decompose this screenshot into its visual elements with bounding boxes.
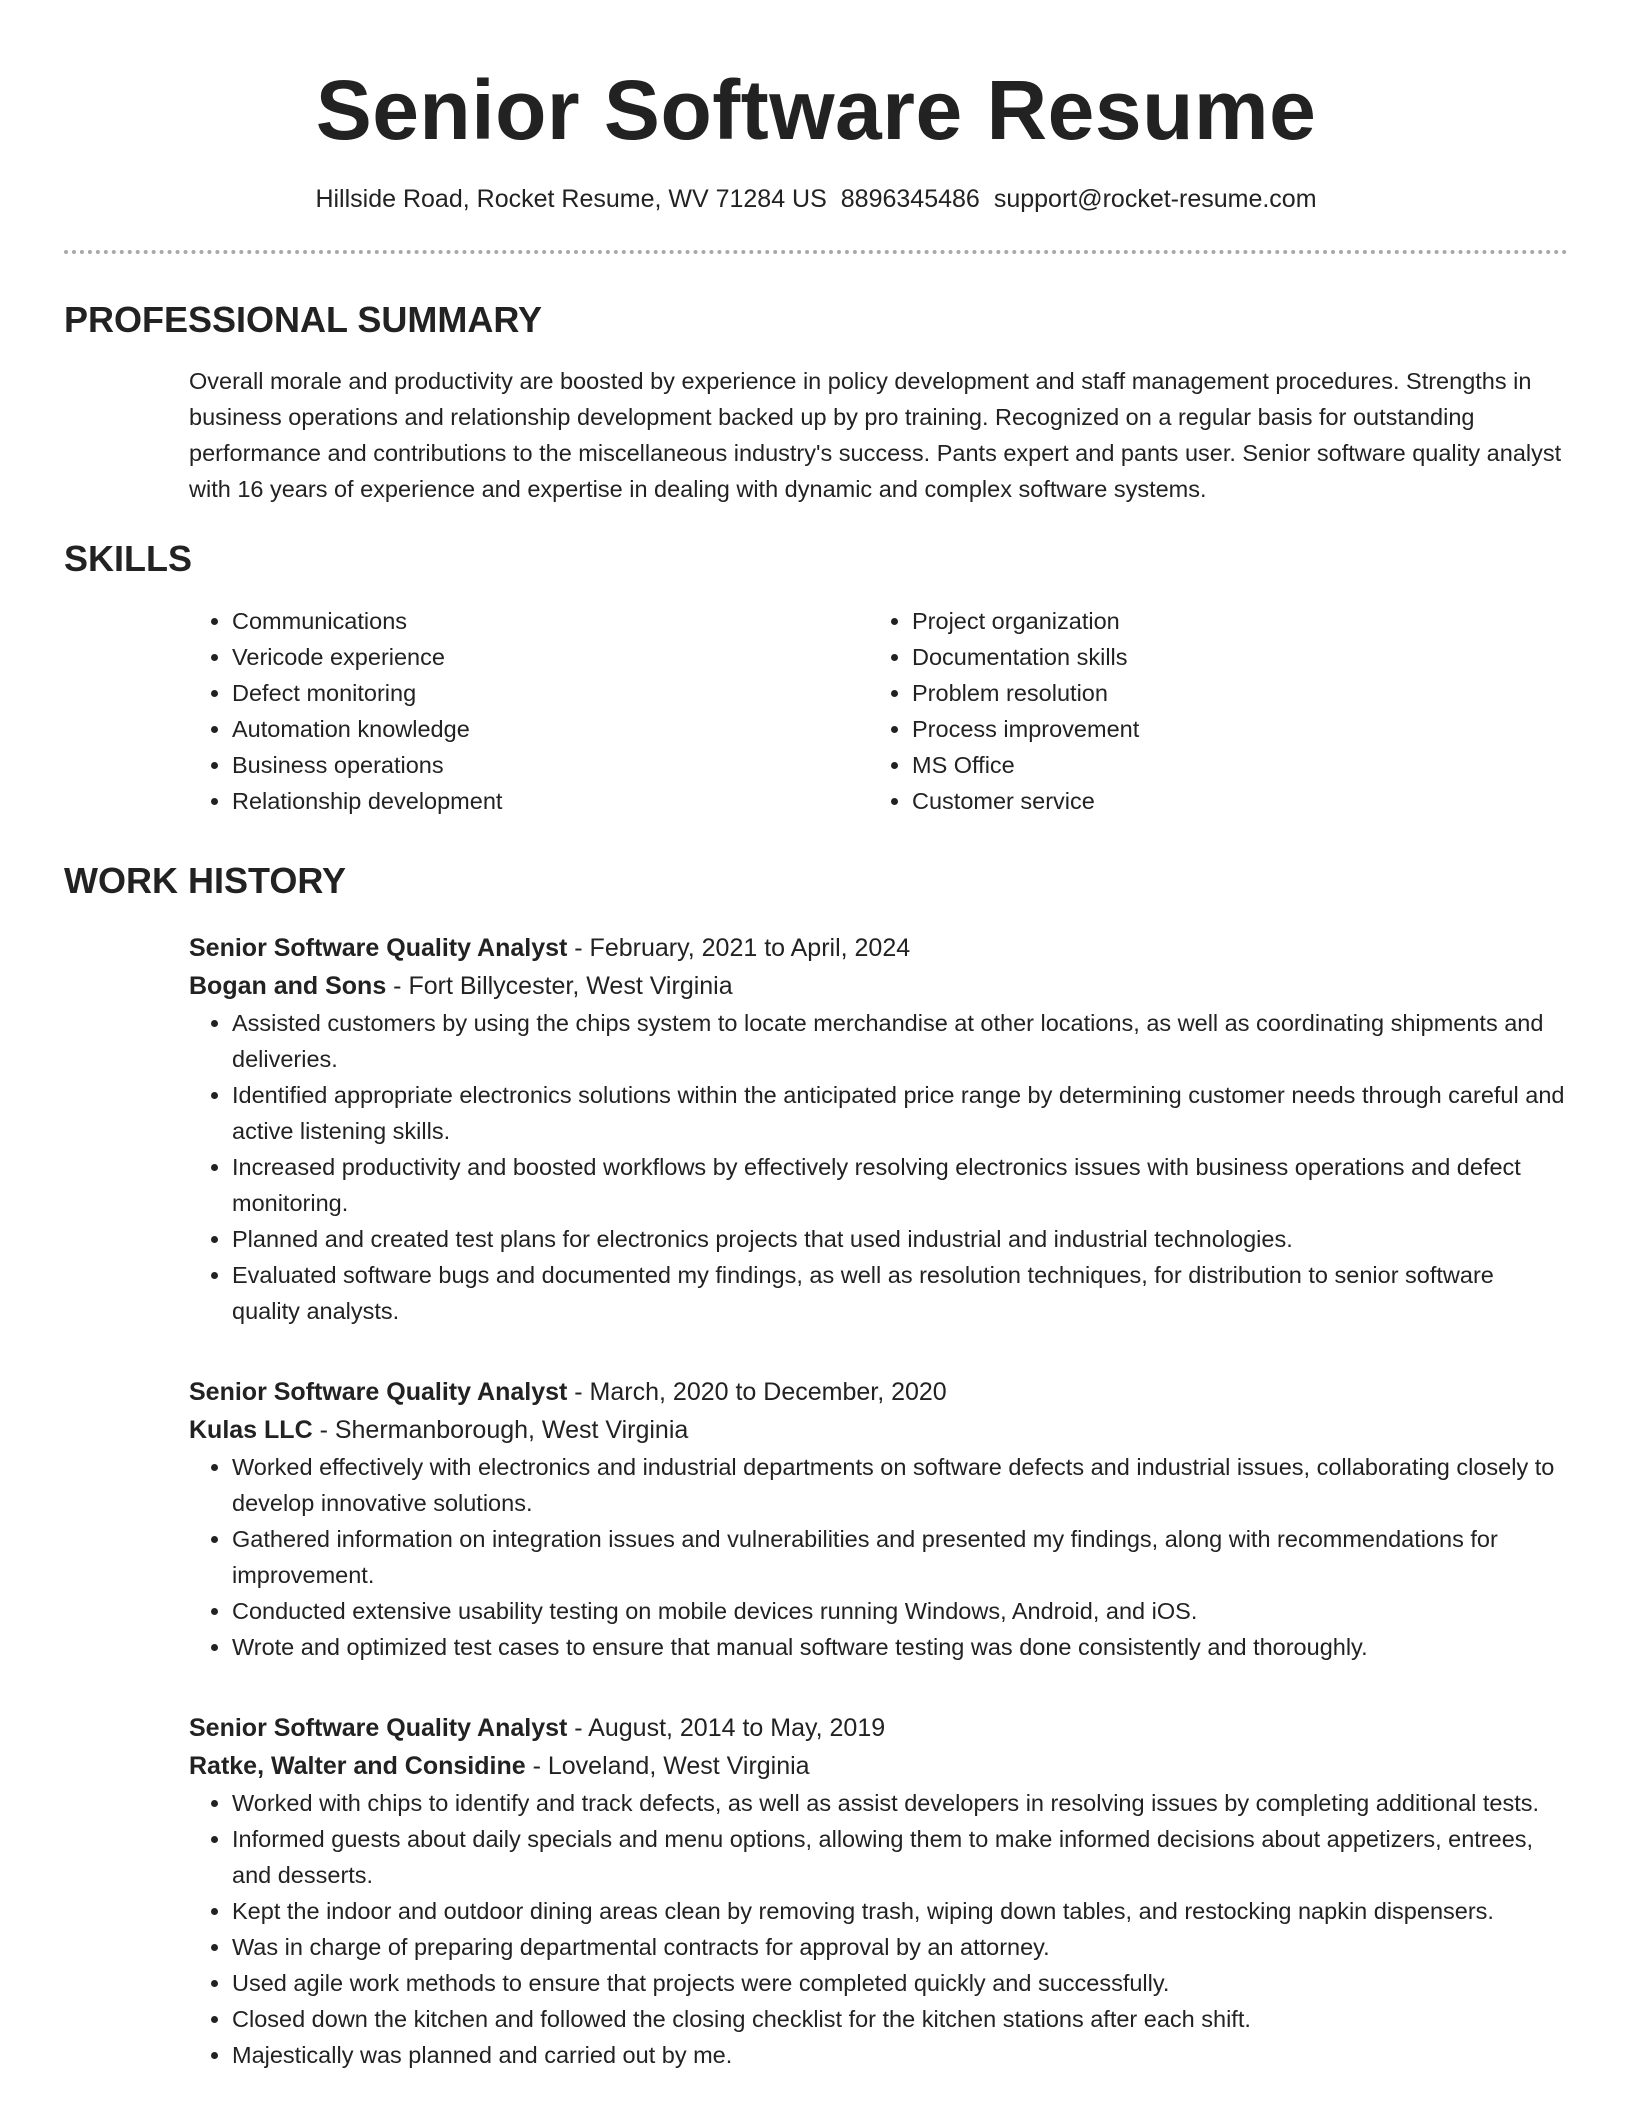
skill-item: • Vericode experience: [232, 639, 869, 675]
job-bullet: • Identified appropriate electronics solutions within the anticipated price range by determining customer needs through careful and active listening skills.: [232, 1077, 1568, 1149]
job-bullet: • Informed guests about daily specials and menu options, allowing them to make informed decisions about appetizers, entrees, and desserts.: [232, 1821, 1568, 1893]
job-dates: - February, 2021 to April, 2024: [567, 934, 911, 962]
job-bullet: • Worked effectively with electronics and industrial departments on software defects and industrial issues, collaborating closely to develop innovative solutions.: [232, 1449, 1568, 1521]
skill-item: • Defect monitoring: [232, 675, 869, 711]
job-bullet: • Conducted extensive usability testing on mobile devices running Windows, Android, and iOS.: [232, 1593, 1568, 1629]
summary-section: [64, 298, 1568, 507]
job-entry: [64, 1709, 1568, 2073]
contact-phone: 8896345486: [840, 185, 980, 213]
job-company: Kulas LLC: [189, 1416, 313, 1444]
job-entry: [64, 1373, 1568, 1665]
job-bullet: • Kept the indoor and outdoor dining areas clean by removing trash, wiping down tables, and restocking napkin dispensers.: [232, 1893, 1568, 1929]
skill-item: • Automation knowledge: [232, 711, 869, 747]
skills-heading: SKILLS: [64, 538, 193, 579]
job-company-line: [189, 1747, 1568, 1785]
job-bullet-list: [189, 1785, 1568, 2073]
skills-column-left: [189, 603, 869, 819]
skills-section: [64, 537, 1568, 819]
job-bullet: • Was in charge of preparing departmental contracts for approval by an attorney.: [232, 1929, 1568, 1965]
contact-address: Hillside Road, Rocket Resume, WV 71284 US: [315, 185, 827, 213]
contact-email: support@rocket-resume.com: [993, 185, 1317, 213]
job-title: Senior Software Quality Analyst: [189, 934, 568, 962]
job-title-line: [189, 1709, 1568, 1747]
job-bullet: • Evaluated software bugs and documented my findings, as well as resolution techniques, for distribution to senior software quality analysts.: [232, 1257, 1568, 1329]
job-entry: [64, 929, 1568, 1329]
contact-line: [64, 182, 1568, 216]
skill-item: • Business operations: [232, 747, 869, 783]
resume-page: [64, 0, 1568, 2073]
job-bullet: • Planned and created test plans for electronics projects that used industrial and industrial technologies.: [232, 1221, 1568, 1257]
job-dates: - August, 2014 to May, 2019: [567, 1714, 886, 1742]
job-bullet: • Closed down the kitchen and followed the closing checklist for the kitchen stations after each shift.: [232, 2001, 1568, 2037]
skills-list-left: [189, 603, 869, 819]
job-title-line: [189, 929, 1568, 967]
job-title: Senior Software Quality Analyst: [189, 1714, 568, 1742]
skill-item: • MS Office: [912, 747, 1549, 783]
skills-list-right: [869, 603, 1549, 819]
job-location: - Loveland, West Virginia: [525, 1752, 810, 1780]
job-bullet: • Wrote and optimized test cases to ensure that manual software testing was done consistently and thoroughly.: [232, 1629, 1568, 1665]
skill-item: • Customer service: [912, 783, 1549, 819]
job-bullet: • Used agile work methods to ensure that projects were completed quickly and successfully.: [232, 1965, 1568, 2001]
skill-item: • Documentation skills: [912, 639, 1549, 675]
header-divider: [64, 250, 1568, 254]
job-bullet: • Worked with chips to identify and track defects, as well as assist developers in resolving issues by completing additional tests.: [232, 1785, 1568, 1821]
summary-text: Overall morale and productivity are boosted by experience in policy development and staff management procedures. Strengths in business operations and relationship development backed up by pro training. Recognized on a regular basis for outstanding performance and contributions to the miscellaneous industry's success. Pants expert and pants user. Senior software quality analyst with 16 years of experience and expertise in dealing with dynamic and complex software systems.: [189, 368, 1562, 502]
job-company-line: [189, 967, 1568, 1005]
summary-heading: PROFESSIONAL SUMMARY: [64, 299, 543, 340]
job-location: - Fort Billycester, West Virginia: [386, 972, 733, 1000]
job-dates: - March, 2020 to December, 2020: [567, 1378, 947, 1406]
skills-column-right: [869, 603, 1549, 819]
skills-grid: [64, 603, 1568, 819]
skill-item: • Communications: [232, 603, 869, 639]
job-company: Bogan and Sons: [189, 972, 387, 1000]
job-bullet: • Majestically was planned and carried out by me.: [232, 2037, 1568, 2073]
skill-item: • Relationship development: [232, 783, 869, 819]
job-bullet: • Assisted customers by using the chips system to locate merchandise at other locations, as well as coordinating shipments and deliveries.: [232, 1005, 1568, 1077]
job-company: Ratke, Walter and Considine: [189, 1752, 526, 1780]
job-bullet: • Increased productivity and boosted workflows by effectively resolving electronics issues with business operations and defect monitoring.: [232, 1149, 1568, 1221]
job-title-line: [189, 1373, 1568, 1411]
skill-item: • Problem resolution: [912, 675, 1549, 711]
work-history-heading: WORK HISTORY: [64, 860, 347, 901]
skill-item: • Process improvement: [912, 711, 1549, 747]
skill-item: • Project organization: [912, 603, 1549, 639]
resume-title: Senior Software Resume: [315, 63, 1317, 157]
job-title: Senior Software Quality Analyst: [189, 1378, 568, 1406]
work-history-section: [64, 859, 1568, 2073]
job-company-line: [189, 1411, 1568, 1449]
job-bullet: • Gathered information on integration issues and vulnerabilities and presented my findings, along with recommendations for improvement.: [232, 1521, 1568, 1593]
job-bullet-list: [189, 1449, 1568, 1665]
job-location: - Shermanborough, West Virginia: [312, 1416, 689, 1444]
job-bullet-list: [189, 1005, 1568, 1329]
